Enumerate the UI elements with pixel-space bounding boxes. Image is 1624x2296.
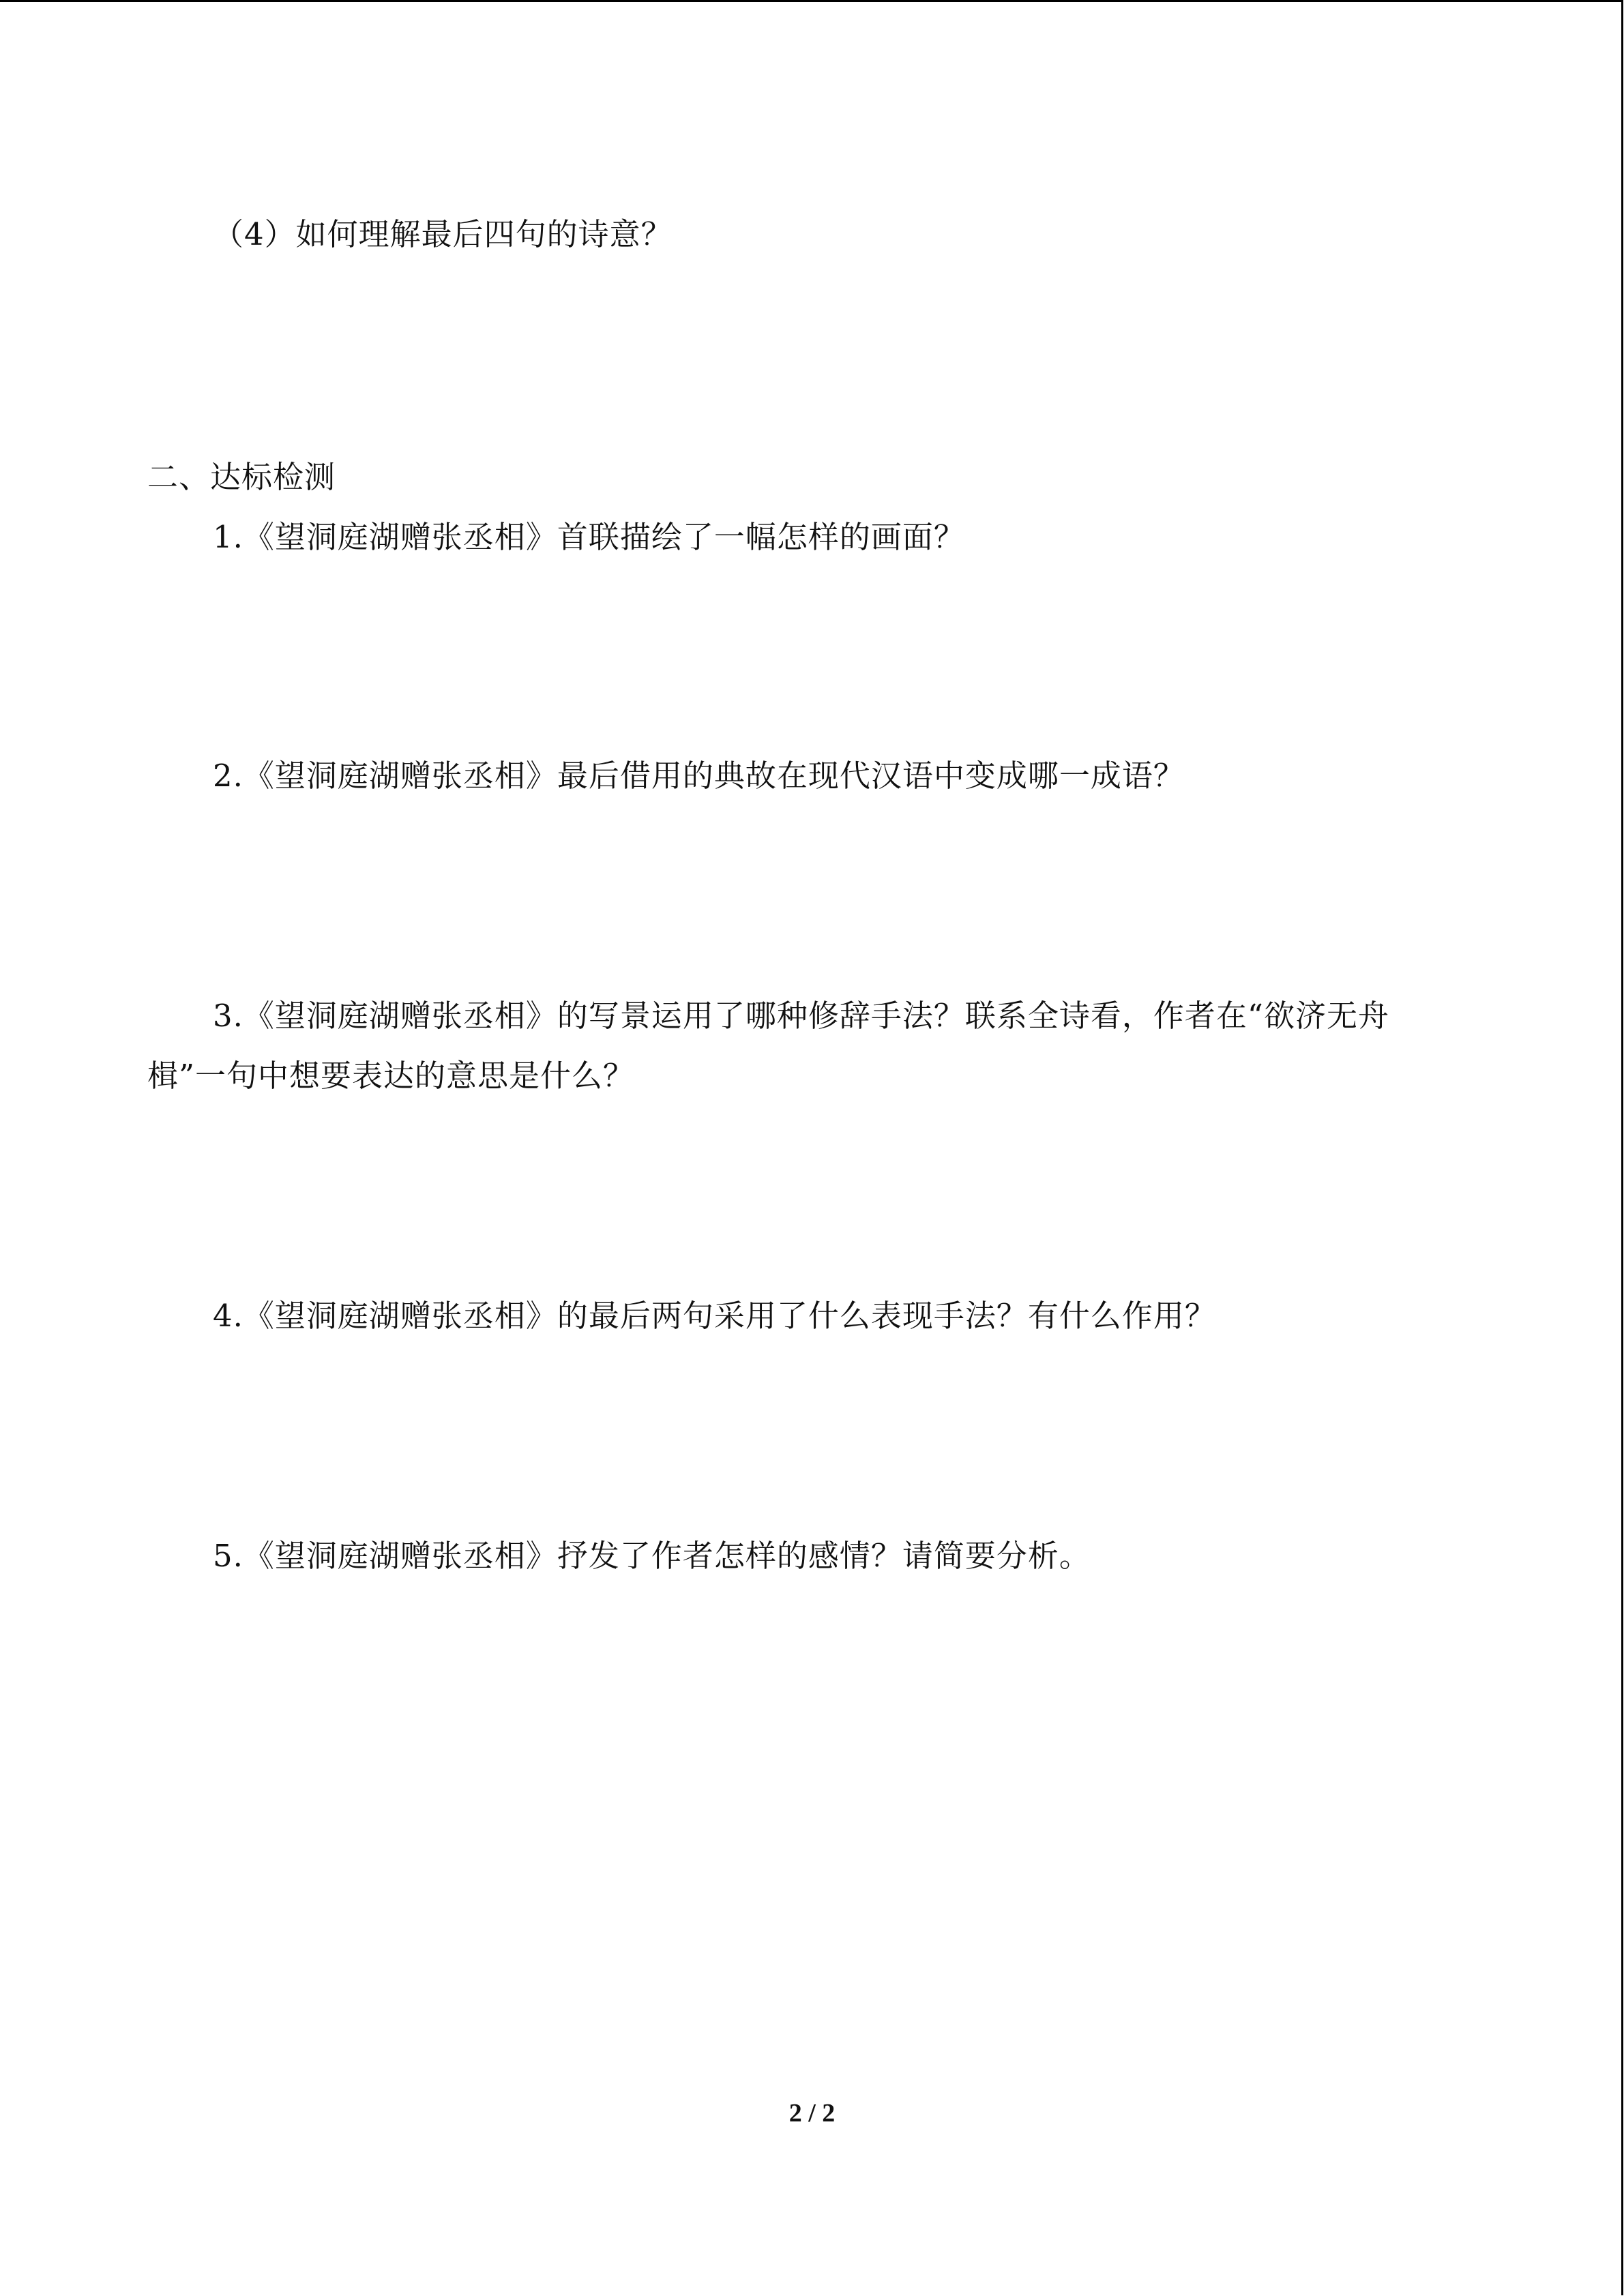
question-4-text: （4）如何理解最后四句的诗意？ [213, 216, 673, 252]
page-number: 2 / 2 [788, 2099, 836, 2128]
exercise-3-text-line1: 3.《望洞庭湖赠张丞相》的写景运用了哪种修辞手法？联系全诗看，作者在“欲济无舟 [213, 998, 1389, 1034]
exercise-3-text-line2: 楫”一句中想要表达的意思是什么？ [147, 1058, 635, 1094]
exercise-4-text: 4.《望洞庭湖赠张丞相》的最后两句采用了什么表现手法？有什么作用？ [213, 1298, 1216, 1334]
exercise-2-text: 2.《望洞庭湖赠张丞相》最后借用的典故在现代汉语中变成哪一成语？ [213, 758, 1185, 794]
exercise-1-text: 1.《望洞庭湖赠张丞相》首联描绘了一幅怎样的画面？ [213, 519, 965, 555]
exercise-5-text: 5.《望洞庭湖赠张丞相》抒发了作者怎样的感情？请简要分析。 [213, 1538, 1091, 1574]
section-heading: 二、达标检测 [147, 459, 336, 495]
